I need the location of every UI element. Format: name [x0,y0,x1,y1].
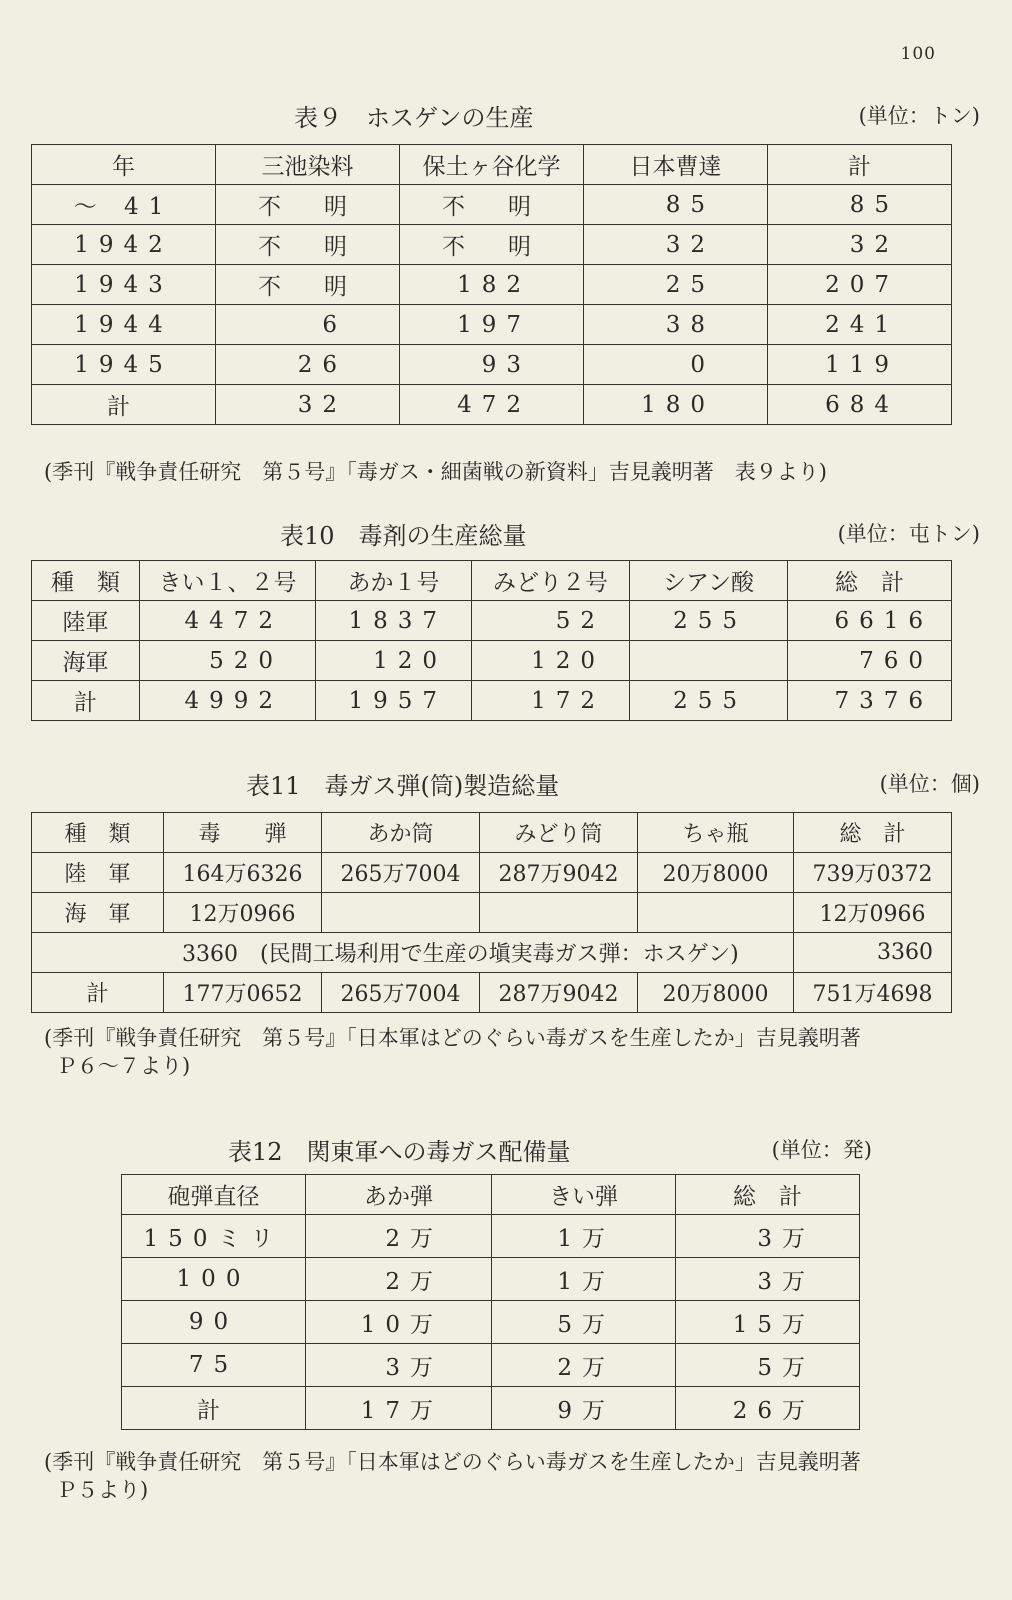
table-cell: 3万 [306,1344,492,1387]
table-cell: 172 [472,681,630,721]
table-cell: 1943 [32,265,216,305]
table-cell: 760 [788,641,952,681]
table-cell: 75 [122,1344,306,1387]
table-cell: 12万0966 [164,893,322,933]
table-row [32,265,952,305]
table-cell: 32 [768,225,952,265]
table-row [32,185,952,225]
table-cell [480,893,638,933]
table-row [32,225,952,265]
table-row [32,641,952,681]
table-cell: 684 [768,385,952,425]
table10-title: 表10 毒剤の生産総量 [280,522,527,550]
table-row [122,1387,860,1430]
table-cell [638,893,794,933]
table-row [32,305,952,345]
table12-header-total: 総 計 [676,1175,860,1215]
table-cell: 不 明 [400,185,584,225]
table-cell: 265万7004 [322,853,480,893]
table-cell: 1942 [32,225,216,265]
table-cell: 15万 [676,1301,860,1344]
table-row [32,973,952,1013]
table10 [31,560,952,721]
table-cell: 4992 [140,681,316,721]
table-cell: 計 [32,681,140,721]
table12-header-akadan: あか弾 [306,1175,492,1215]
table-cell: 3万 [676,1215,860,1258]
table-cell: 12万0966 [794,893,952,933]
table-cell: 93 [400,345,584,385]
table9-header-miike: 三池染料 [216,145,400,185]
table-cell: 197 [400,305,584,345]
table-cell: 計 [122,1387,306,1430]
table-cell: 1944 [32,305,216,345]
table-cell: 90 [122,1301,306,1344]
table-cell: 0 [584,345,768,385]
page-number: 100 [900,44,936,64]
table9-header-nippon-soda: 日本曹達 [584,145,768,185]
table-cell: 不 明 [216,225,400,265]
table-cell: 6 [216,305,400,345]
table-cell: 計 [32,385,216,425]
table-cell: 2万 [492,1344,676,1387]
table-cell: 520 [140,641,316,681]
table-cell: 2万 [306,1258,492,1301]
table12-unit: (単位：発) [771,1138,872,1162]
table11-civilian-value: 3360 [182,942,238,967]
table11-unit: (単位：個) [879,772,980,796]
table-cell: 不 明 [216,185,400,225]
table-cell: 陸 軍 [32,853,164,893]
table10-header-type: 種 類 [32,561,140,601]
table11-header-total: 総 計 [794,813,952,853]
table12-header-caliber: 砲弾直径 [122,1175,306,1215]
table-cell: 7376 [788,681,952,721]
table11-title: 表11 毒ガス弾(筒)製造総量 [246,772,560,800]
table12-header-row [122,1175,860,1215]
table9-header-hodogaya: 保土ヶ谷化学 [400,145,584,185]
table10-header-kii: きい１、２号 [140,561,316,601]
table-cell [630,641,788,681]
table-cell: 287万9042 [480,973,638,1013]
table-row [32,345,952,385]
table-row [122,1344,860,1387]
table-cell: 26 [216,345,400,385]
table-cell: 32 [584,225,768,265]
table10-header-midori: みどり２号 [472,561,630,601]
table-cell: 32 [216,385,400,425]
table-cell: 85 [768,185,952,225]
table11-caption [32,760,980,800]
table10-unit: (単位：屯トン) [837,522,980,546]
table-row [32,385,952,425]
table11-header-dokudan: 毒 弾 [164,813,322,853]
table12-source-line2: Ｐ５より) [56,1478,149,1502]
table-cell [322,893,480,933]
table11-header-row [32,813,952,853]
table9-title: 表９ ホスゲンの生産 [294,104,534,132]
table11-civilian-note: (民間工場利用で生産の塡実毒ガス弾：ホスゲン) [260,942,739,967]
table12-header-kiidan: きい弾 [492,1175,676,1215]
table-cell: 1957 [316,681,472,721]
table-cell: 150ミリ [122,1215,306,1258]
table-cell: 207 [768,265,952,305]
table-cell: 177万0652 [164,973,322,1013]
table-cell: 739万0372 [794,853,952,893]
table-cell: 17万 [306,1387,492,1430]
table-cell: 2万 [306,1215,492,1258]
table-row [32,601,952,641]
table-cell: 265万7004 [322,973,480,1013]
table-cell: 38 [584,305,768,345]
table9-caption [32,92,980,132]
table-cell: 287万9042 [480,853,638,893]
table-cell: 20万8000 [638,853,794,893]
table-cell: 不 明 [216,265,400,305]
table11-source-line2: Ｐ６～７より) [56,1054,191,1078]
table-cell: 9万 [492,1387,676,1430]
table-cell: 計 [32,973,164,1013]
table-cell: 85 [584,185,768,225]
table-cell: 4472 [140,601,316,641]
table-row [122,1215,860,1258]
table9-source: (季刊『戦争責任研究 第５号』「毒ガス・細菌戦の新資料」吉見義明著 表９より) [44,460,827,484]
table-row [32,893,952,933]
table-cell: 1万 [492,1215,676,1258]
table-cell: 海軍 [32,641,140,681]
table-cell: 100 [122,1258,306,1301]
table12-title: 表12 関東軍への毒ガス配備量 [228,1138,571,1166]
table-cell: ～ 41 [32,185,216,225]
table10-header-total: 総 計 [788,561,952,601]
table12 [121,1174,860,1430]
table-cell: 海 軍 [32,893,164,933]
table12-source-line1: (季刊『戦争責任研究 第５号』「日本軍はどのぐらい毒ガスを生産したか」吉見義明著 [44,1450,861,1474]
table-cell: 5万 [676,1344,860,1387]
table11-source-line1: (季刊『戦争責任研究 第５号』「日本軍はどのぐらい毒ガスを生産したか」吉見義明著 [44,1026,861,1050]
table-cell: 1945 [32,345,216,385]
table11-header-akatsutsu: あか筒 [322,813,480,853]
table-cell: 180 [584,385,768,425]
table-cell: 5万 [492,1301,676,1344]
table-cell: 3360 [794,933,952,973]
table-cell: 164万6326 [164,853,322,893]
table-cell: 120 [472,641,630,681]
table9-header-total: 計 [768,145,952,185]
table-cell: 20万8000 [638,973,794,1013]
table-cell: 3万 [676,1258,860,1301]
table-row [122,1301,860,1344]
table-row-civilian [32,933,952,973]
table9-header-year: 年 [32,145,216,185]
table-cell: 472 [400,385,584,425]
table-cell: 182 [400,265,584,305]
table11-source [44,1024,984,1080]
table11 [31,812,952,1013]
table11-header-type: 種 類 [32,813,164,853]
table-row [122,1258,860,1301]
table9-unit: (単位：トン) [858,104,980,128]
table-cell: 10万 [306,1301,492,1344]
table11-civilian-cell [32,933,794,973]
table-cell: 255 [630,681,788,721]
table-cell: 1837 [316,601,472,641]
table12-source [44,1448,984,1504]
table-cell: 陸軍 [32,601,140,641]
table-cell: 52 [472,601,630,641]
table10-header-aka: あか１号 [316,561,472,601]
table-row [32,681,952,721]
table9-header-row [32,145,952,185]
table11-header-midoritsutsu: みどり筒 [480,813,638,853]
table-row [32,853,952,893]
table-cell: 119 [768,345,952,385]
table10-header-cyanic: シアン酸 [630,561,788,601]
table9 [31,144,952,425]
table-cell: 6616 [788,601,952,641]
table10-caption [32,510,980,550]
table-cell: 255 [630,601,788,641]
table12-caption [32,1126,980,1166]
table-cell: 120 [316,641,472,681]
table10-header-row [32,561,952,601]
table-cell: 751万4698 [794,973,952,1013]
table-cell: 1万 [492,1258,676,1301]
table-cell: 不 明 [400,225,584,265]
table-cell: 26万 [676,1387,860,1430]
table-cell: 25 [584,265,768,305]
table-cell: 241 [768,305,952,345]
table11-header-chabin: ちゃ瓶 [638,813,794,853]
